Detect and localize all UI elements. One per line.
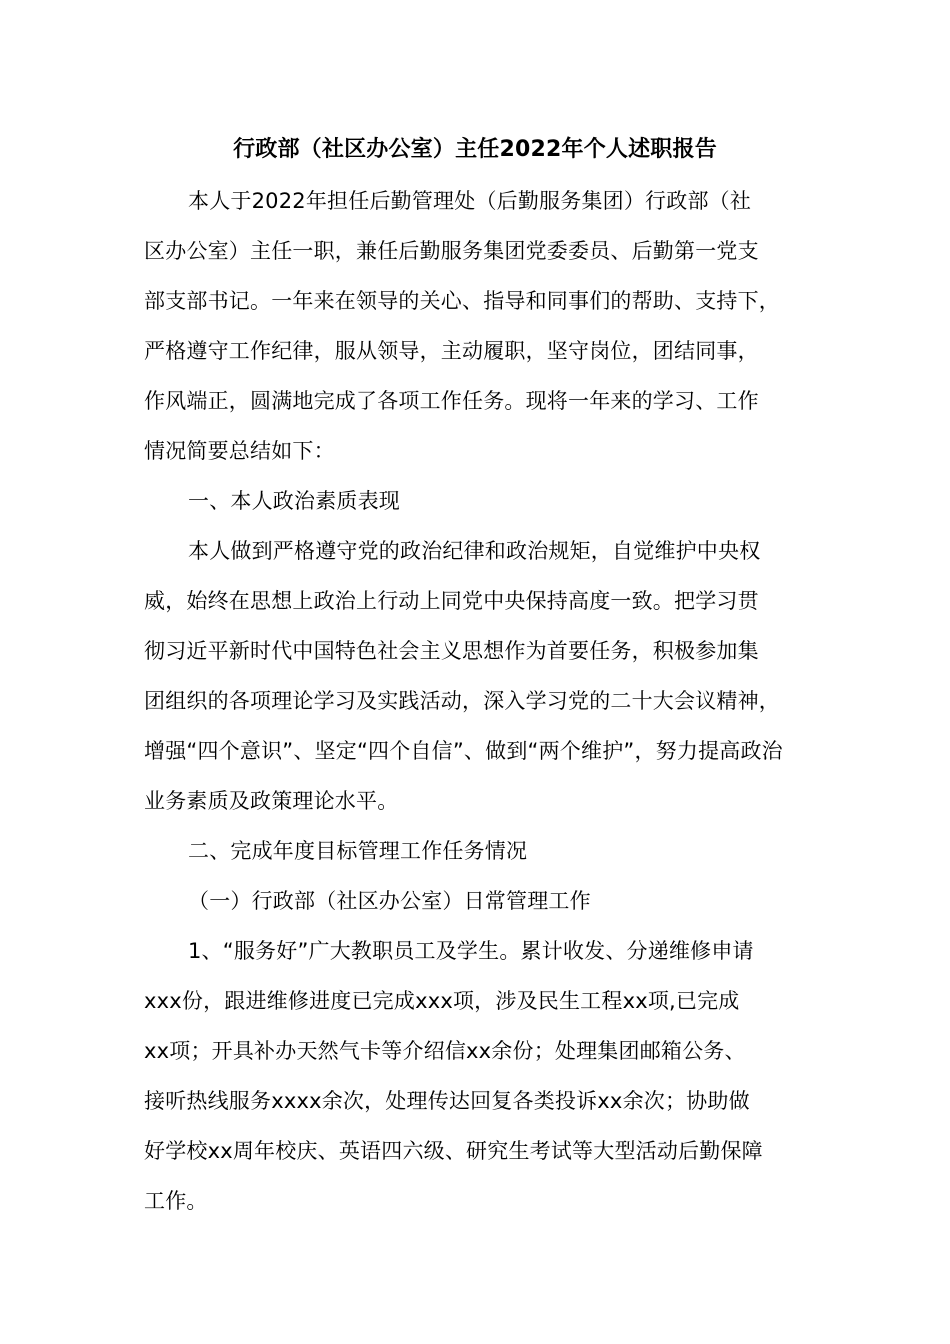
paragraph-line: 区办公室）主任一职，兼任后勤服务集团党委委员、后勤第一党支 — [144, 239, 759, 263]
paragraph-line: 团组织的各项理论学习及实践活动，深入学习党的二十大会议精神， — [144, 689, 780, 713]
paragraph-line: 部支部书记。一年来在领导的关心、指导和同事们的帮助、支持下， — [144, 289, 780, 313]
paragraph-line: 业务素质及政策理论水平。 — [144, 789, 399, 813]
paragraph-line: xx项；开具补办天然气卡等介绍信xx余份；处理集团邮箱公务、 — [144, 1039, 746, 1063]
subsection-heading: （一）行政部（社区办公室）日常管理工作 — [188, 889, 591, 913]
paragraph-line: 本人于2022年担任后勤管理处（后勤服务集团）行政部（社 — [188, 189, 752, 213]
paragraph-line: 接听热线服务xxxx余次，处理传达回复各类投诉xx余次；协助做 — [144, 1089, 750, 1113]
section-heading: 二、完成年度目标管理工作任务情况 — [188, 839, 528, 863]
paragraph-line: 作风端正，圆满地完成了各项工作任务。现将一年来的学习、工作 — [144, 389, 759, 413]
paragraph-line: 1、“服务好”广大教职员工及学生。累计收发、分递维修申请 — [188, 939, 754, 963]
paragraph-line: 威，始终在思想上政治上行动上同党中央保持高度一致。把学习贯 — [144, 589, 759, 613]
paragraph-line: 严格遵守工作纪律，服从领导，主动履职，坚守岗位，团结同事， — [144, 339, 759, 363]
paragraph-line: 本人做到严格遵守党的政治纪律和政治规矩，自觉维护中央权 — [188, 539, 761, 563]
paragraph-line: 好学校xx周年校庆、英语四六级、研究生考试等大型活动后勤保障 — [144, 1139, 763, 1163]
paragraph-line: xxx份，跟进维修进度已完成xxx项，涉及民生工程xx项,已完成 — [144, 989, 740, 1013]
section-heading: 一、本人政治素质表现 — [188, 489, 400, 513]
paragraph-line: 情况简要总结如下： — [144, 439, 335, 463]
paragraph-line: 工作。 — [144, 1189, 208, 1213]
document-title: 行政部（社区办公室）主任2022年个人述职报告 — [233, 137, 717, 162]
paragraph-line: 彻习近平新时代中国特色社会主义思想作为首要任务，积极参加集 — [144, 639, 759, 663]
paragraph-line: 增强“四个意识”、坚定“四个自信”、做到“两个维护”，努力提高政治 — [144, 739, 783, 763]
